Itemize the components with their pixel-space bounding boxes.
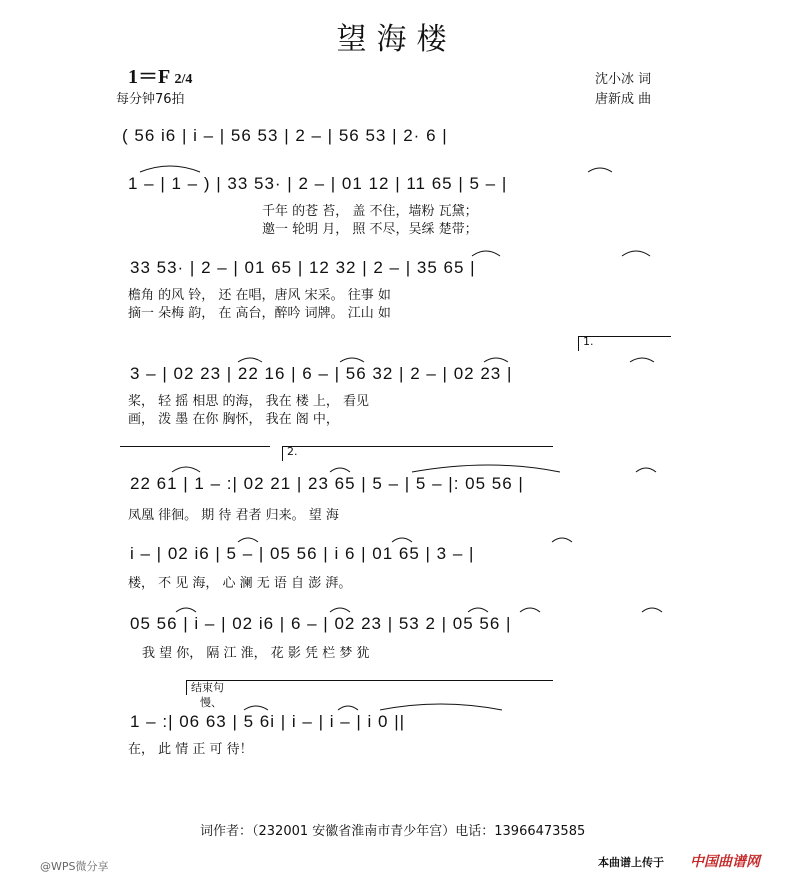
wps-watermark: @WPS微分享 [40, 860, 109, 873]
lyrics-line-2b: 邀一 轮明 月， 照 不尽，吴䌽 楚带； [262, 222, 478, 237]
tempo-marking: 每分钟76拍 [116, 92, 185, 107]
key-label: 1＝F [128, 66, 170, 88]
volta-2-label: 2. [287, 445, 298, 458]
notation-line-5: 22 61 | 1 – :| 02 21 | 23 65 | 5 – | 5 – |: 05 56 | [130, 474, 524, 493]
notation-line-6: i – | 02 i6 | 5 – | 05 56 | i 6 | 01 65 | 3 – | [130, 544, 475, 563]
lyrics-line-8: 在， 此 情 正 可 待！ [128, 742, 253, 757]
lyrics-line-6: 楼， 不 见 海， 心 澜 无 语 自 澎 湃。 [128, 576, 352, 591]
footer-contact: 词作者：（232001 安徽省淮南市青少年宫）电话：13966473585 [200, 824, 586, 839]
lyrics-line-4a: 桨， 轻 摇 相思 的海， 我在 楼 上， 看见 [128, 394, 370, 409]
coda-label: 结束句 [191, 681, 224, 694]
notation-line-2: 1 – | 1 – ) | 33 53· | 2 – | 01 12 | 11 65 | 5 – | [128, 174, 508, 193]
notation-line-8: 1 – :| 06 63 | 5 6i | i – | i – | i 0 || [130, 712, 406, 731]
brand-logo: 中国曲谱网 [690, 854, 760, 870]
notation-line-7: 05 56 | i – | 02 i6 | 6 – | 02 23 | 53 2 | 05 56 | [130, 614, 512, 633]
notation-line-3: 33 53· | 2 – | 01 65 | 12 32 | 2 – | 35 65 | [130, 258, 476, 277]
time-signature: 2/4 [174, 72, 193, 87]
notation-line-1: ( 56 i6 | i – | 56 53 | 2 – | 56 53 | 2· 6 | [122, 126, 448, 145]
song-title: 望海楼 [336, 22, 457, 57]
tempo-slow-mark: 慢、 [200, 696, 222, 709]
lyrics-line-3b: 摘一 朵梅 韵， 在 高台，醉吟 词牌。 江山 如 [128, 306, 391, 321]
lyrics-line-7: 我 望 你， 隔 江 淮， 花 影 凭 栏 梦 犹 [142, 646, 370, 661]
notation-line-4: 3 – | 02 23 | 22 16 | 6 – | 56 32 | 2 – | 02 23 | [130, 364, 513, 383]
lyrics-line-2a: 千年 的苍 苔， 盖 不住，墙粉 瓦黛； [262, 204, 478, 219]
lyricist-credit: 沈小冰 词 [595, 72, 652, 87]
lyrics-line-4b: 画， 泼 墨 在你 胸怀， 我在 阁 中， [128, 412, 339, 427]
volta-1-label: 1. [583, 335, 594, 348]
lyrics-line-3a: 檐角 的风 铃， 还 在唱，唐风 宋采。 往事 如 [128, 288, 391, 303]
upload-note: 本曲谱上传于 [598, 856, 664, 869]
composer-credit: 唐新成 曲 [595, 92, 652, 107]
lyrics-line-5: 凤凰 徘徊。 期 待 君者 归来。 望 海 [128, 508, 339, 523]
